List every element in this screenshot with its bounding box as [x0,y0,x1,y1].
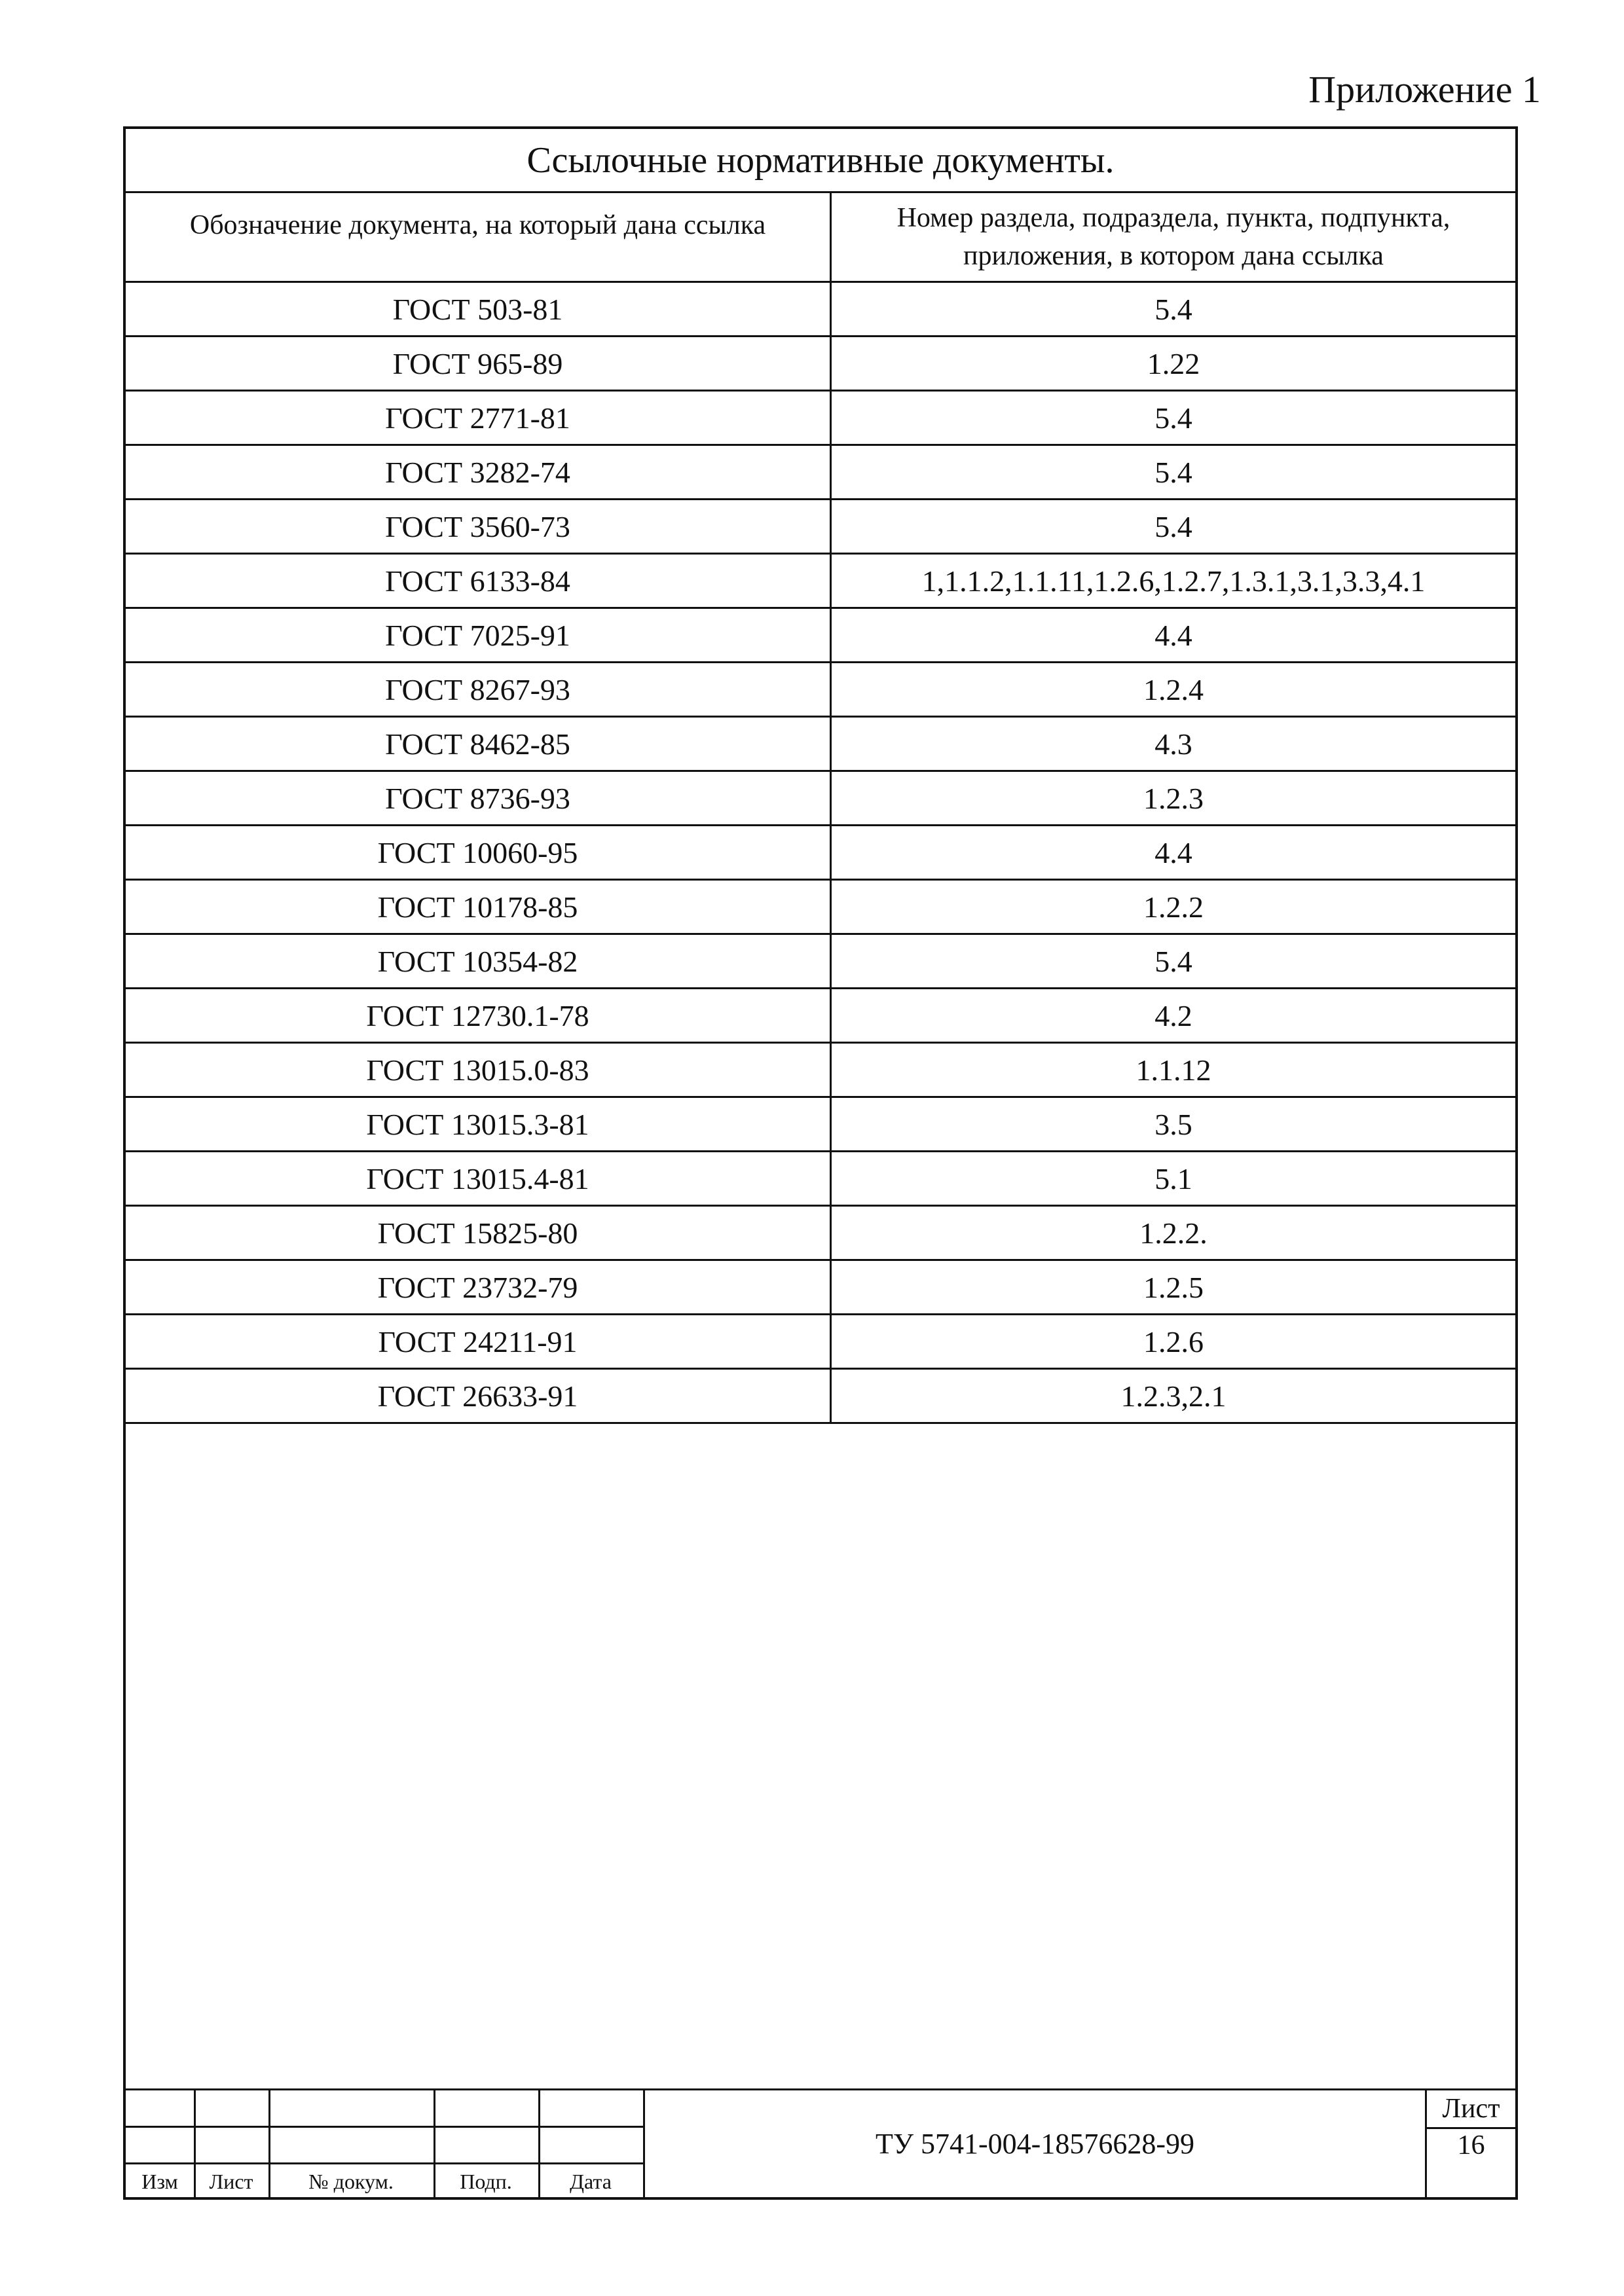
ref-cell: 4.3 [1154,727,1192,761]
ref-cell: 1,1.1.2,1.1.11,1.2.6,1.2.7,1.3.1,3.1,3.3,4.1 [921,564,1426,598]
ref-cell: 4.2 [1154,998,1192,1032]
document-frame [123,126,1518,2200]
document-code: ТУ 5741-004-18576628-99 [876,2128,1194,2160]
doc-cell: ГОСТ 3560-73 [126,500,832,553]
doc-cell: ГОСТ 8736-93 [126,772,832,824]
table-row [126,989,1515,1044]
ref-cell: 5.4 [1154,401,1192,435]
ref-cell: 5.1 [1154,1161,1192,1195]
table-row [126,283,1515,337]
table-row [126,1370,1515,1424]
doc-cell: ГОСТ 8267-93 [126,663,832,716]
table-row [126,935,1515,989]
table-row [126,1152,1515,1207]
doc-cell: ГОСТ 26633-91 [126,1370,832,1422]
doc-cell: ГОСТ 6133-84 [126,555,832,607]
table-row [126,337,1515,392]
ref-cell: 5.4 [1154,509,1192,543]
doc-cell: ГОСТ 23732-79 [126,1261,832,1313]
table-row [126,555,1515,609]
table-row [126,1315,1515,1370]
table-row [126,1044,1515,1098]
table-row [126,826,1515,881]
ref-cell: 4.4 [1154,618,1192,652]
doc-cell: ГОСТ 10060-95 [126,826,832,879]
ref-cell: 5.4 [1154,292,1192,326]
stamp-divider [126,2126,643,2128]
doc-cell: ГОСТ 503-81 [126,283,832,335]
table-row [126,446,1515,500]
doc-cell: ГОСТ 2771-81 [126,392,832,444]
ref-cell: 1.2.2 [1143,890,1204,924]
ref-cell: 1.22 [1147,346,1200,380]
doc-cell: ГОСТ 24211-91 [126,1315,832,1368]
header-reference-section [832,193,1515,281]
stamp-signature-label: Подп. [460,2169,512,2193]
doc-cell: ГОСТ 8462-85 [126,718,832,770]
ref-cell: 1.2.3,2.1 [1120,1379,1227,1413]
header-reference-line-1: Номер раздела, подраздела, пункта, подпункта, [896,203,1450,233]
stamp-date-label: Дата [570,2169,612,2193]
doc-cell: ГОСТ 13015.3-81 [126,1098,832,1150]
ref-cell: 4.4 [1154,835,1192,869]
doc-cell: ГОСТ 15825-80 [126,1207,832,1259]
table-row [126,1207,1515,1261]
table-row [126,609,1515,663]
stamp-izm-label: Изм [141,2169,178,2193]
ref-cell: 1.2.5 [1143,1270,1204,1304]
doc-cell: ГОСТ 965-89 [126,337,832,390]
table-header [126,193,1515,283]
ref-cell: 1.2.3 [1143,781,1204,815]
sheet-number: 16 [1457,2130,1485,2160]
ref-cell: 5.4 [1154,944,1192,978]
doc-cell: ГОСТ 12730.1-78 [126,989,832,1042]
stamp-doc-number-label: № докум. [308,2169,394,2193]
ref-cell: 1.2.4 [1143,672,1204,706]
table-row [126,392,1515,446]
table-row [126,881,1515,935]
table-row [126,718,1515,772]
doc-cell: ГОСТ 7025-91 [126,609,832,661]
title-block [126,2088,1515,2197]
ref-cell: 1.2.2. [1139,1216,1208,1250]
appendix-label: Приложение 1 [1308,68,1541,111]
ref-cell: 5.4 [1154,455,1192,489]
table-body [126,283,1515,1424]
header-reference-line-2: приложения, в котором дана ссылка [963,241,1384,271]
table-row [126,772,1515,826]
ref-cell: 3.5 [1154,1107,1192,1141]
sheet-label: Лист [1442,2094,1500,2124]
ref-cell: 1.2.6 [1143,1324,1204,1358]
table-row [126,500,1515,555]
doc-cell: ГОСТ 10178-85 [126,881,832,933]
doc-cell: ГОСТ 3282-74 [126,446,832,498]
table-row [126,1261,1515,1315]
ref-cell: 1.1.12 [1135,1053,1211,1087]
stamp-list-label: Лист [209,2169,253,2193]
table-row [126,663,1515,718]
doc-cell: ГОСТ 10354-82 [126,935,832,987]
doc-cell: ГОСТ 13015.4-81 [126,1152,832,1205]
table-title: Ссылочные нормативные документы. [126,129,1515,193]
header-document-designation: Обозначение документа, на который дана ссылка [126,193,832,281]
stamp-divider [126,2162,643,2164]
doc-cell: ГОСТ 13015.0-83 [126,1044,832,1096]
table-row [126,1098,1515,1152]
